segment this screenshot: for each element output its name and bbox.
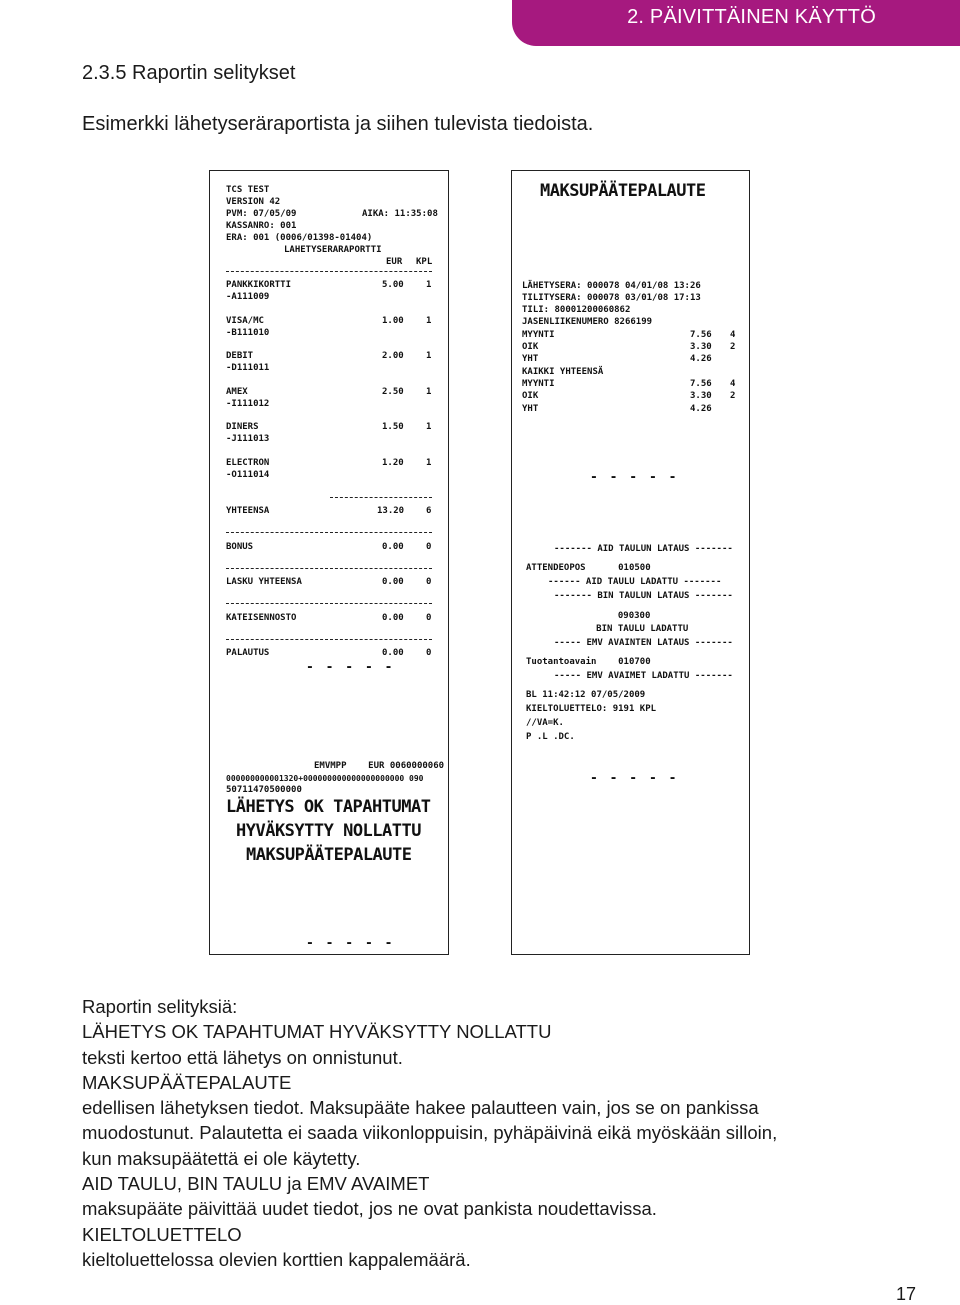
- term-description: muodostunut. Palautetta ei saada viikonloppuisin, pyhäpäivinä eikä myöskään silloin,: [82, 1122, 778, 1144]
- row-name: MYYNTI: [522, 330, 555, 340]
- item-amount: 1.20: [382, 458, 404, 468]
- receipt-report-title: LAHETYSERARAPORTTI: [284, 245, 382, 255]
- item-name: DINERS: [226, 422, 259, 432]
- aid-line: ------- AID TAULUN LATAUS -------: [554, 544, 733, 554]
- status-line: MAKSUPÄÄTEPALAUTE: [246, 845, 412, 865]
- receipt-header-line: TCS TEST: [226, 185, 270, 195]
- aid-line: ----- EMV AVAINTEN LATAUS -------: [554, 638, 733, 648]
- row-name: OIK: [522, 391, 539, 401]
- item-code: -B111010: [226, 328, 270, 338]
- term-description: kieltoluettelossa olevien korttien kappalemäärä.: [82, 1248, 471, 1270]
- extra-count: 0: [426, 613, 432, 623]
- dash-marker: - - - - -: [590, 470, 679, 485]
- item-name: AMEX: [226, 387, 248, 397]
- extra-name: LASKU YHTEENSA: [226, 577, 302, 587]
- row-count: 4: [730, 379, 736, 389]
- aid-line: BIN TAULU LADATTU: [542, 624, 689, 634]
- item-name: ELECTRON: [226, 458, 270, 468]
- row-name: MYYNTI: [522, 379, 555, 389]
- aid-line: ------- BIN TAULUN LATAUS -------: [554, 591, 733, 601]
- extra-count: 0: [426, 542, 432, 552]
- receipt-date: PVM: 07/05/09: [226, 209, 297, 219]
- dashed-divider: [330, 497, 432, 498]
- item-count: 1: [426, 351, 432, 361]
- aid-line: ------ AID TAULU LADATTU -------: [548, 577, 722, 587]
- info-line: TILI: 80001200060862: [522, 305, 631, 315]
- dash-marker: - - - - -: [590, 771, 679, 786]
- item-count: 1: [426, 387, 432, 397]
- row-name: YHT: [522, 354, 539, 364]
- extra-name: PALAUTUS: [226, 648, 270, 658]
- row-amount: 4.26: [690, 354, 712, 364]
- total-amount: 13.20: [377, 506, 405, 516]
- term-description: maksupääte päivittää uudet tiedot, jos ne ovat pankista noudettavissa.: [82, 1198, 657, 1220]
- row-amount: 7.56: [690, 379, 712, 389]
- status-line: LÄHETYS OK TAPAHTUMAT: [226, 797, 431, 817]
- final-line: BL 11:42:12 07/05/2009: [526, 690, 646, 700]
- item-count: 1: [426, 316, 432, 326]
- term-title: AID TAULU, BIN TAULU ja EMV AVAIMET: [82, 1173, 430, 1195]
- info-line: TILITYSERA: 000078 03/01/08 17:13: [522, 293, 701, 303]
- item-amount: 1.50: [382, 422, 404, 432]
- code-line: 50711470500000: [226, 785, 302, 795]
- info-line: LÄHETYSERA: 000078 04/01/08 13:26: [522, 281, 701, 291]
- dashed-divider: [226, 532, 432, 533]
- receipt-title: MAKSUPÄÄTEPALAUTE: [540, 181, 706, 201]
- aid-line: 090300: [542, 611, 651, 621]
- aid-line: ----- EMV AVAIMET LADATTU -------: [554, 671, 733, 681]
- total-count: 6: [426, 506, 432, 516]
- item-count: 1: [426, 422, 432, 432]
- row-amount: 4.26: [690, 404, 712, 414]
- extra-amount: 0.00: [382, 613, 404, 623]
- item-amount: 1.00: [382, 316, 404, 326]
- item-amount: 2.50: [382, 387, 404, 397]
- intro-text: Esimerkki lähetyseräraportista ja siihen tulevista tiedoista.: [82, 113, 594, 135]
- term-title: KIELTOLUETTELO: [82, 1223, 242, 1245]
- extra-count: 0: [426, 577, 432, 587]
- extra-amount: 0.00: [382, 577, 404, 587]
- extra-count: 0: [426, 648, 432, 658]
- aid-line: Tuotantoavain 010700: [526, 657, 651, 667]
- dash-marker: - - - - -: [306, 660, 395, 675]
- item-name: PANKKIKORTTI: [226, 280, 292, 290]
- extra-amount: 0.00: [382, 542, 404, 552]
- term-description: teksti kertoo että lähetys on onnistunut.: [82, 1046, 403, 1068]
- receipt-header-line: VERSION 42: [226, 197, 281, 207]
- item-amount: 5.00: [382, 280, 404, 290]
- dashed-divider: [226, 568, 432, 569]
- dashed-divider: [226, 603, 432, 604]
- row-name: YHT: [522, 404, 539, 414]
- item-count: 1: [426, 280, 432, 290]
- item-code: -O111014: [226, 470, 270, 480]
- dashed-divider: [226, 271, 432, 272]
- section-heading: 2.3.5 Raportin selitykset: [82, 62, 296, 84]
- row-amount: 3.30: [690, 391, 712, 401]
- item-amount: 2.00: [382, 351, 404, 361]
- emv-line: EMVMPP EUR 0060000060: [314, 761, 445, 771]
- extra-name: KATEISENNOSTO: [226, 613, 297, 623]
- chapter-header-band: [512, 0, 960, 46]
- term-description: edellisen lähetyksen tiedot. Maksupääte hakee palautteen vain, jos se on pankissa: [82, 1097, 759, 1119]
- dashed-divider: [226, 639, 432, 640]
- kaikki-yhteensa: KAIKKI YHTEENSÄ: [522, 367, 604, 377]
- chapter-title: 2. PÄIVITTÄINEN KÄYTTÖ: [627, 6, 876, 28]
- term-title: LÄHETYS OK TAPAHTUMAT HYVÄKSYTTY NOLLATTU: [82, 1021, 552, 1043]
- term-title: MAKSUPÄÄTEPALAUTE: [82, 1071, 292, 1093]
- aid-line: ATTENDEOPOS 010500: [526, 563, 651, 573]
- page-number: 17: [895, 1284, 916, 1304]
- row-name: OIK: [522, 342, 539, 352]
- status-line: HYVÄKSYTTY NOLLATTU: [236, 821, 421, 841]
- term-description: kun maksupäätettä ei ole käytetty.: [82, 1147, 361, 1169]
- receipt-terminal-feedback: [511, 170, 750, 955]
- final-line: P .L .DC.: [526, 732, 575, 742]
- report-explanations: [82, 994, 882, 1272]
- row-count: 4: [730, 330, 736, 340]
- column-kpl: KPL: [416, 257, 433, 267]
- extra-name: BONUS: [226, 542, 254, 552]
- item-name: VISA/MC: [226, 316, 264, 326]
- row-count: 2: [730, 342, 736, 352]
- dash-marker: - - - - -: [306, 936, 395, 951]
- receipt-time: AIKA: 11:35:08: [362, 209, 438, 219]
- final-line: KIELTOLUETTELO: 9191 KPL: [526, 704, 657, 714]
- extra-amount: 0.00: [382, 648, 404, 658]
- column-eur: EUR: [386, 257, 403, 267]
- explanations-heading: Raportin selityksiä:: [82, 996, 238, 1017]
- row-amount: 7.56: [690, 330, 712, 340]
- receipt-batch-report: [209, 170, 449, 955]
- info-line: JASENLIIKENUMERO 8266199: [522, 317, 653, 327]
- item-code: -I111012: [226, 399, 270, 409]
- final-line: //VA=K.: [526, 718, 564, 728]
- receipt-header-line: KASSANRO: 001: [226, 221, 297, 231]
- receipt-header-line: ERA: 001 (0006/01398-01404): [226, 233, 373, 243]
- total-name: YHTEENSA: [226, 506, 270, 516]
- code-line: 000000000001320+000000000000000000000 090: [226, 774, 424, 783]
- item-name: DEBIT: [226, 351, 254, 361]
- item-count: 1: [426, 458, 432, 468]
- item-code: -J111013: [226, 434, 270, 444]
- row-count: 2: [730, 391, 736, 401]
- row-amount: 3.30: [690, 342, 712, 352]
- item-code: -A111009: [226, 292, 270, 302]
- item-code: -D111011: [226, 363, 270, 373]
